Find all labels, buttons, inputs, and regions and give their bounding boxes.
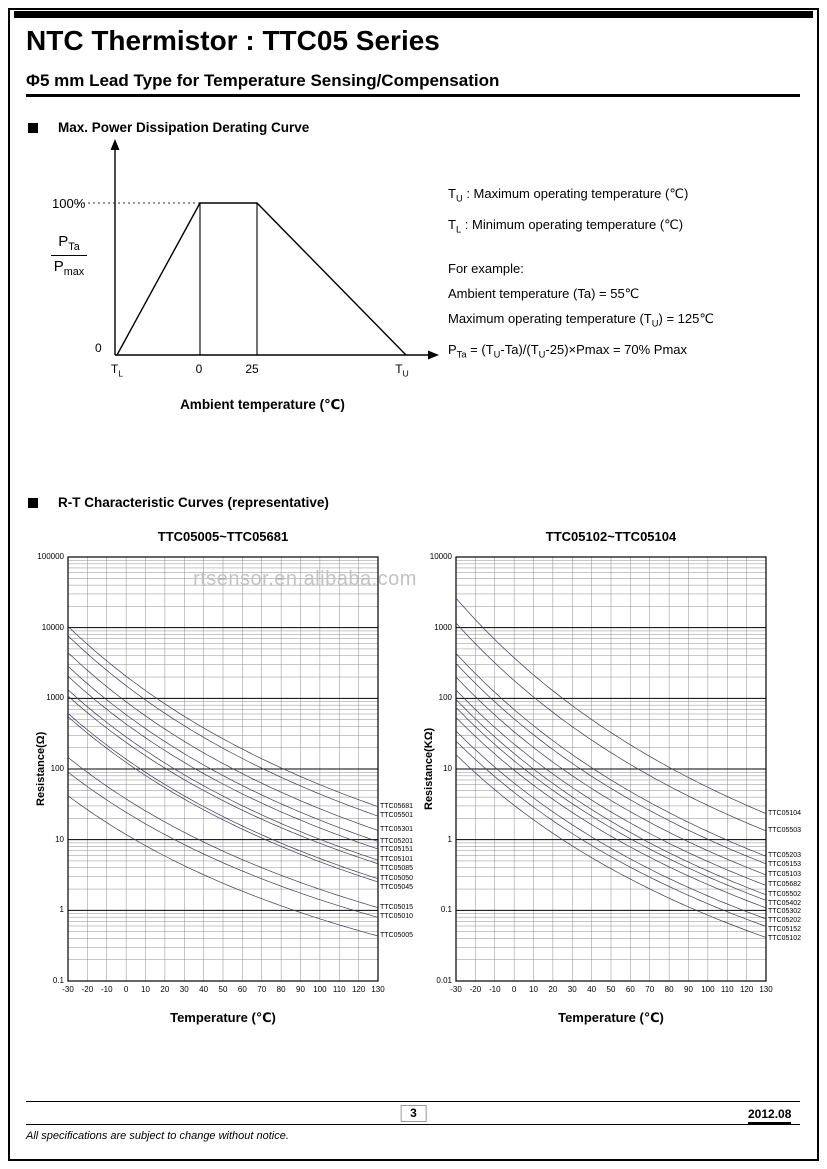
x-tick-label: 20 xyxy=(548,985,558,994)
watermark: rtsensor.en.alibaba.com xyxy=(193,568,417,590)
origin-label: 0 xyxy=(95,341,102,355)
rt-chart-left xyxy=(10,524,440,1039)
x-tick-label: 100 xyxy=(313,985,327,994)
page-title: NTC Thermistor : TTC05 Series xyxy=(26,25,440,56)
y-max-label: 100% xyxy=(52,196,86,211)
series-label: TTC05085 xyxy=(380,864,414,872)
rt-chart-right xyxy=(398,524,827,1039)
y-tick-label: 1 xyxy=(59,905,64,915)
y-tick-label: 10 xyxy=(55,834,64,844)
x-tick-label: 70 xyxy=(257,985,267,994)
x-tick-label: -10 xyxy=(488,985,501,994)
x-tick-label: 60 xyxy=(625,985,635,994)
note-tl-definition: $T_L$ : Minimum operating temperature (℃) xyxy=(448,216,684,235)
derating-section-heading: Max. Power Dissipation Derating Curve xyxy=(58,120,310,135)
series-label: TTC05501 xyxy=(380,812,414,820)
note-for-example: For example: xyxy=(448,261,524,277)
x-tick-label: 110 xyxy=(720,985,734,994)
y-tick-label: 10 xyxy=(443,764,452,773)
series-label: TTC05151 xyxy=(380,846,414,854)
series-label: TTC05152 xyxy=(768,926,802,934)
series-label: TTC05402 xyxy=(768,899,802,907)
y-tick-label: 100 xyxy=(50,764,64,773)
x-tick-label: 130 xyxy=(371,985,385,994)
title-divider xyxy=(26,94,800,97)
page-number: 3 xyxy=(400,1105,427,1122)
series-label: TTC05502 xyxy=(768,890,802,898)
derating-curve-diagram xyxy=(40,138,460,370)
fraction-numerator: $P_{Ta}$ xyxy=(51,233,87,256)
x-tick-label: 80 xyxy=(664,985,674,994)
y-tick-label: 100 xyxy=(438,693,452,703)
x-tick-label: -20 xyxy=(81,985,94,994)
series-label: TTC05050 xyxy=(380,874,414,882)
x-tick-label: 120 xyxy=(739,985,754,994)
series-label: TTC05202 xyxy=(768,917,802,925)
series-label: TTC05302 xyxy=(768,908,802,916)
derating-notes xyxy=(448,186,808,372)
y-tick-label: 100000 xyxy=(37,552,64,561)
x-tick-label: 0 xyxy=(123,985,129,994)
y-tick-label: 1 xyxy=(447,834,452,844)
x-tick-label: -30 xyxy=(62,985,74,994)
y-tick-label: 0.1 xyxy=(440,905,452,915)
x-tick-label: -30 xyxy=(450,985,462,994)
y-axis-label: Resistance(Ω) xyxy=(35,731,47,807)
x-tick-label: 10 xyxy=(141,985,150,994)
y-tick-label: 10000 xyxy=(41,622,64,632)
series-label: TTC05045 xyxy=(380,883,414,891)
series-label: TTC05104 xyxy=(768,809,802,817)
derating-x-axis-title: Ambient temperature (℃) xyxy=(180,397,345,412)
x-tick-label: 90 xyxy=(296,985,305,994)
x-axis-label: Temperature (℃) xyxy=(558,1010,664,1025)
series-label: TTC05101 xyxy=(380,856,414,864)
x-tick-label: 80 xyxy=(276,985,286,994)
derating-curve xyxy=(117,203,406,355)
x-tick-label: 60 xyxy=(237,985,247,994)
note-max-operating-temp: Maximum operating temperature $(T_U)$ = 125℃ xyxy=(448,311,714,329)
series-label: TTC05503 xyxy=(768,826,802,834)
series-label: TTC05103 xyxy=(768,870,802,878)
x-tick-label: 70 xyxy=(645,985,655,994)
x-tick-label: 30 xyxy=(179,985,189,994)
series-label: TTC05203 xyxy=(768,852,802,860)
series-label: TTC05682 xyxy=(768,881,802,889)
x-axis-arrow-icon xyxy=(428,351,439,360)
section-bullet-icon xyxy=(28,123,38,133)
x-tick-label: 30 xyxy=(567,985,577,994)
series-label: TTC05681 xyxy=(380,802,414,810)
y-axis-arrow-icon xyxy=(111,139,120,150)
x-tick-label: 100 xyxy=(701,985,715,994)
x-tick-label: 90 xyxy=(684,985,693,994)
x-tick-tl: $T_L$ xyxy=(110,362,124,379)
page-subtitle: Φ5 mm Lead Type for Temperature Sensing/Compensation xyxy=(26,71,500,90)
y-tick-label: 10000 xyxy=(429,552,452,561)
x-tick-tu: $T_U$ xyxy=(395,362,409,379)
top-rule-bar xyxy=(14,11,813,18)
y-tick-label: 1000 xyxy=(46,693,64,703)
footer-divider-bottom xyxy=(26,1124,800,1125)
y-tick-label: 0.1 xyxy=(52,976,64,985)
chart-title: TTC05102~TTC05104 xyxy=(545,529,677,544)
note-ambient-temp: Ambient temperature (Ta) = 55℃ xyxy=(448,286,640,302)
x-tick-label: -10 xyxy=(100,985,113,994)
rt-chart-plot xyxy=(398,524,827,986)
series-label: TTC05005 xyxy=(380,932,414,939)
x-tick-label: 40 xyxy=(587,985,597,994)
rt-section-heading: R-T Characteristic Curves (representative) xyxy=(58,495,329,510)
x-tick-label: 40 xyxy=(199,985,209,994)
series-label: TTC05102 xyxy=(768,934,802,942)
x-tick-label: 110 xyxy=(332,985,346,994)
disclaimer-text: All specifications are subject to change without notice. xyxy=(26,1130,289,1142)
x-tick-zero: 0 xyxy=(195,362,203,376)
series-label: TTC05301 xyxy=(380,826,414,834)
y-tick-label: 1000 xyxy=(434,622,452,632)
x-tick-label: -20 xyxy=(469,985,482,994)
x-axis-label: Temperature (℃) xyxy=(170,1010,276,1025)
x-tick-label: 10 xyxy=(529,985,538,994)
series-label: TTC05201 xyxy=(380,837,414,845)
fraction-denominator: $P_{max}$ xyxy=(53,258,85,278)
power-ratio-fraction xyxy=(44,233,94,278)
x-tick-25: 25 xyxy=(245,362,259,376)
x-tick-label: 20 xyxy=(160,985,170,994)
y-tick-label: 0.01 xyxy=(436,976,452,985)
section-bullet-icon xyxy=(28,498,38,508)
series-label: TTC05153 xyxy=(768,861,802,869)
series-label: TTC05015 xyxy=(380,903,414,911)
y-axis-label: Resistance(KΩ) xyxy=(423,727,435,811)
note-tu-definition: $T_U$ : Maximum operating temperature (℃) xyxy=(448,186,689,204)
x-tick-label: 50 xyxy=(218,985,228,994)
chart-title: TTC05005~TTC05681 xyxy=(157,529,289,544)
document-date: 2012.08 xyxy=(748,1107,791,1124)
series-label: TTC05010 xyxy=(380,913,414,921)
x-tick-label: 120 xyxy=(351,985,366,994)
footer-divider-top xyxy=(26,1101,800,1102)
x-tick-label: 130 xyxy=(759,985,773,994)
x-tick-label: 0 xyxy=(511,985,517,994)
rt-chart-plot xyxy=(10,524,440,986)
note-power-formula: $P_{Ta} = (T_U-Ta)/(T_U-25)\times Pmax = 70\%$ Pmax xyxy=(448,341,688,360)
x-tick-label: 50 xyxy=(606,985,616,994)
